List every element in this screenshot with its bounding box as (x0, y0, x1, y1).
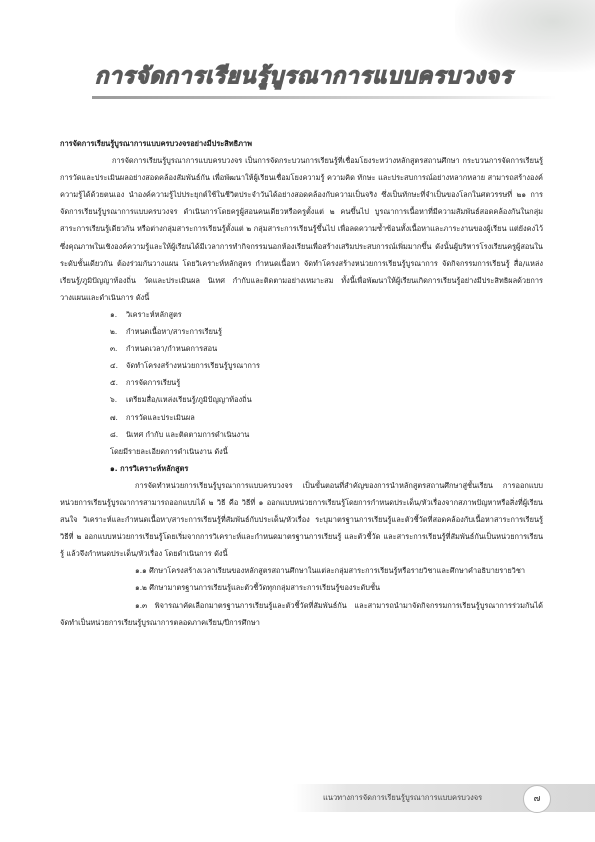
step-number: ๕. (110, 378, 118, 388)
page-footer (293, 784, 595, 812)
step-item (60, 426, 543, 443)
step-number: ๑. (110, 309, 118, 319)
step-label: การจัดการเรียนรู้ (126, 378, 181, 388)
subsection-heading: ๑. การวิเคราะห์หลักสูตร (110, 463, 189, 473)
title-divider (92, 96, 557, 99)
step-label: การวัดและประเมินผล (126, 412, 195, 422)
sub-item-number: ๑.๓ (135, 600, 148, 610)
sub-item (60, 597, 543, 631)
step-label: วิเคราะห์หลักสูตร (126, 309, 182, 319)
sub-item-number: ๑.๑ (135, 566, 147, 576)
step-number: ๓. (110, 344, 118, 354)
sub-item-text: ศึกษาโครงสร้างเวลาเรียนของหลักสูตรสถานศึกษาในแต่ละกลุ่มสาระการเรียนรู้หรือรายวิชาและศึกษาคำอธิบายรายวิชา (149, 566, 525, 576)
step-label: กำหนดเนื้อหา/สาระการเรียนรู้ (126, 327, 222, 337)
step-label: เตรียมสื่อ/แหล่งเรียนรู้/ภูมิปัญญาท้องถิ่น (126, 395, 252, 405)
intro-paragraph: การจัดการเรียนรู้บูรณาการแบบครบวงจร เป็นการจัดกระบวนการเรียนรู้ที่เชื่อมโยงระหว่างหลักสูตรสถานศึกษา กระบวนการจัดการเรียนรู้ การวัดและประเมินผลอย่างสอดคล้องสัมพันธ์กัน เพื่อพัฒนาให้ผู้เรียนเชื่อมโยงความรู้ ความคิด ทักษะ และประสบการณ์อย่างหลากหลาย สามารถสร้างองค์ความรู้ได้ด้วยตนเอง นำองค์ความรู้ไปประยุกต์ใช้ในชีวิตประจำวันได้อย่างสอดคล้องกับความเป็นจริง ซึ่งเป็นทักษะที่จำเป็นของโลกในศตวรรษที่ ๒๑ การจัดการเรียนรู้บูรณาการแบบครบวงจร ดำเนินการโดยครูผู้สอนคนเดียวหรือครูตั้งแต่ ๒ คนขึ้นไป บูรณาการเนื้อหาที่มีความสัมพันธ์สอดคล้องกันในกลุ่มสาระการเรียนรู้เดียวกัน หรือต่างกลุ่มสาระการเรียนรู้ตั้งแต่ ๒ กลุ่มสาระการเรียนรู้ขึ้นไป เพื่อลดความซ้ำซ้อนทั้งเนื้อหาและภาระงานของผู้เรียน แต่ยังคงไว้ซึ่งคุณภาพในเชิงองค์ความรู้และให้ผู้เรียนได้มีเวลาการทำกิจกรรมนอกห้องเรียนเพื่อสร้างเสริมประสบการณ์เพิ่มมากขึ้น ดังนั้นผู้บริหารโรงเรียนครูผู้สอนในระดับชั้นเดียวกัน ต้องร่วมกันวางแผน โดยวิเคราะห์หลักสูตร กำหนดเนื้อหา จัดทำโครงสร้างหน่วยการเรียนรู้บูรณาการ จัดกิจกรรมการเรียนรู้ สื่อ/แหล่งเรียนรู้/ภูมิปัญญาท้องถิ่น วัดและประเมินผล นิเทศ กำกับและติดตามอย่างเหมาะสม ทั้งนี้เพื่อพัฒนาให้ผู้เรียนเกิดการเรียนรู้อย่างมีประสิทธิผลด้วยการวางแผนและดำเนินการ ดังนี้ (60, 156, 543, 302)
sub-item-text: พิจารณาคัดเลือกมาตรฐานการเรียนรู้และตัวชี้วัดที่สัมพันธ์กัน และสามารถนำมาจัดกิจกรรมการเรียนรู้บูรณาการร่วมกันได้ จัดทำเป็นหน่วยการเรียนรู้บูรณาการตลอดภาคเรียน/ปีการศึกษา (60, 600, 543, 627)
sub-item (60, 579, 543, 596)
step-number: ๖. (110, 395, 118, 405)
subsection-paragraph: การจัดทำหน่วยการเรียนรู้บูรณาการแบบครบวงจร เป็นขั้นตอนที่สำคัญของการนำหลักสูตรสถานศึกษาสู่ชั้นเรียน การออกแบบหน่วยการเรียนรู้บูรณาการสามารถออกแบบได้ ๒ วิธี คือ วิธีที่ ๑ ออกแบบหน่วยการเรียนรู้โดยการกำหนดประเด็น/หัวเรื่องจากสภาพปัญหาหรือสิ่งที่ผู้เรียนสนใจ วิเคราะห์และกำหนดเนื้อหา/สาระการเรียนรู้ที่สัมพันธ์กับประเด็น/หัวเรื่อง ระบุมาตรฐานการเรียนรู้และตัวชี้วัดที่สอดคล้องกับเนื้อหาสาระการเรียนรู้ วิธีที่ ๒ ออกแบบหน่วยการเรียนรู้โดยเริ่มจากการวิเคราะห์และกำหนดมาตรฐานการเรียนรู้ และตัวชี้วัด และสาระการเรียนรู้ที่สัมพันธ์กันเป็นหน่วยการเรียนรู้ แล้วจึงกำหนดประเด็น/หัวเรื่อง โดยดำเนินการ ดังนี้ (60, 480, 543, 559)
step-item (60, 409, 543, 426)
step-item (60, 306, 543, 323)
footer-title: แนวทางการจัดการเรียนรู้บูรณาการแบบครบวงจร (323, 793, 483, 802)
section-heading: การจัดการเรียนรู้บูรณาการแบบครบวงจรอย่างมีประสิทธิภาพ (60, 139, 253, 148)
step-item (60, 357, 543, 374)
step-number: ๔. (110, 361, 118, 371)
step-label: นิเทศ กำกับ และติดตามการดำเนินงาน (126, 429, 250, 439)
sub-item-number: ๑.๒ (135, 583, 147, 593)
step-label: จัดทำโครงสร้างหน่วยการเรียนรู้บูรณาการ (126, 361, 260, 371)
step-item (60, 374, 543, 391)
step-label: กำหนดเวลา/กำหนดการสอน (126, 344, 218, 354)
page-number: ๗ (523, 785, 551, 813)
step-number: ๘. (110, 429, 119, 439)
step-item (60, 391, 543, 408)
document-body (60, 135, 543, 631)
steps-list (60, 306, 543, 443)
step-number: ๗. (110, 412, 118, 422)
page-title: การจัดการเรียนรู้บูรณาการแบบครบวงจร (95, 64, 513, 89)
sub-item-text: ศึกษามาตรฐานการเรียนรู้และตัวชี้วัดทุกกลุ่มสาระการเรียนรู้ของระดับชั้น (149, 583, 381, 593)
sub-item (60, 562, 543, 579)
detail-intro: โดยมีรายละเอียดการดำเนินงาน ดังนี้ (110, 446, 228, 456)
step-number: ๒. (110, 327, 118, 337)
step-item (60, 340, 543, 357)
step-item (60, 323, 543, 340)
